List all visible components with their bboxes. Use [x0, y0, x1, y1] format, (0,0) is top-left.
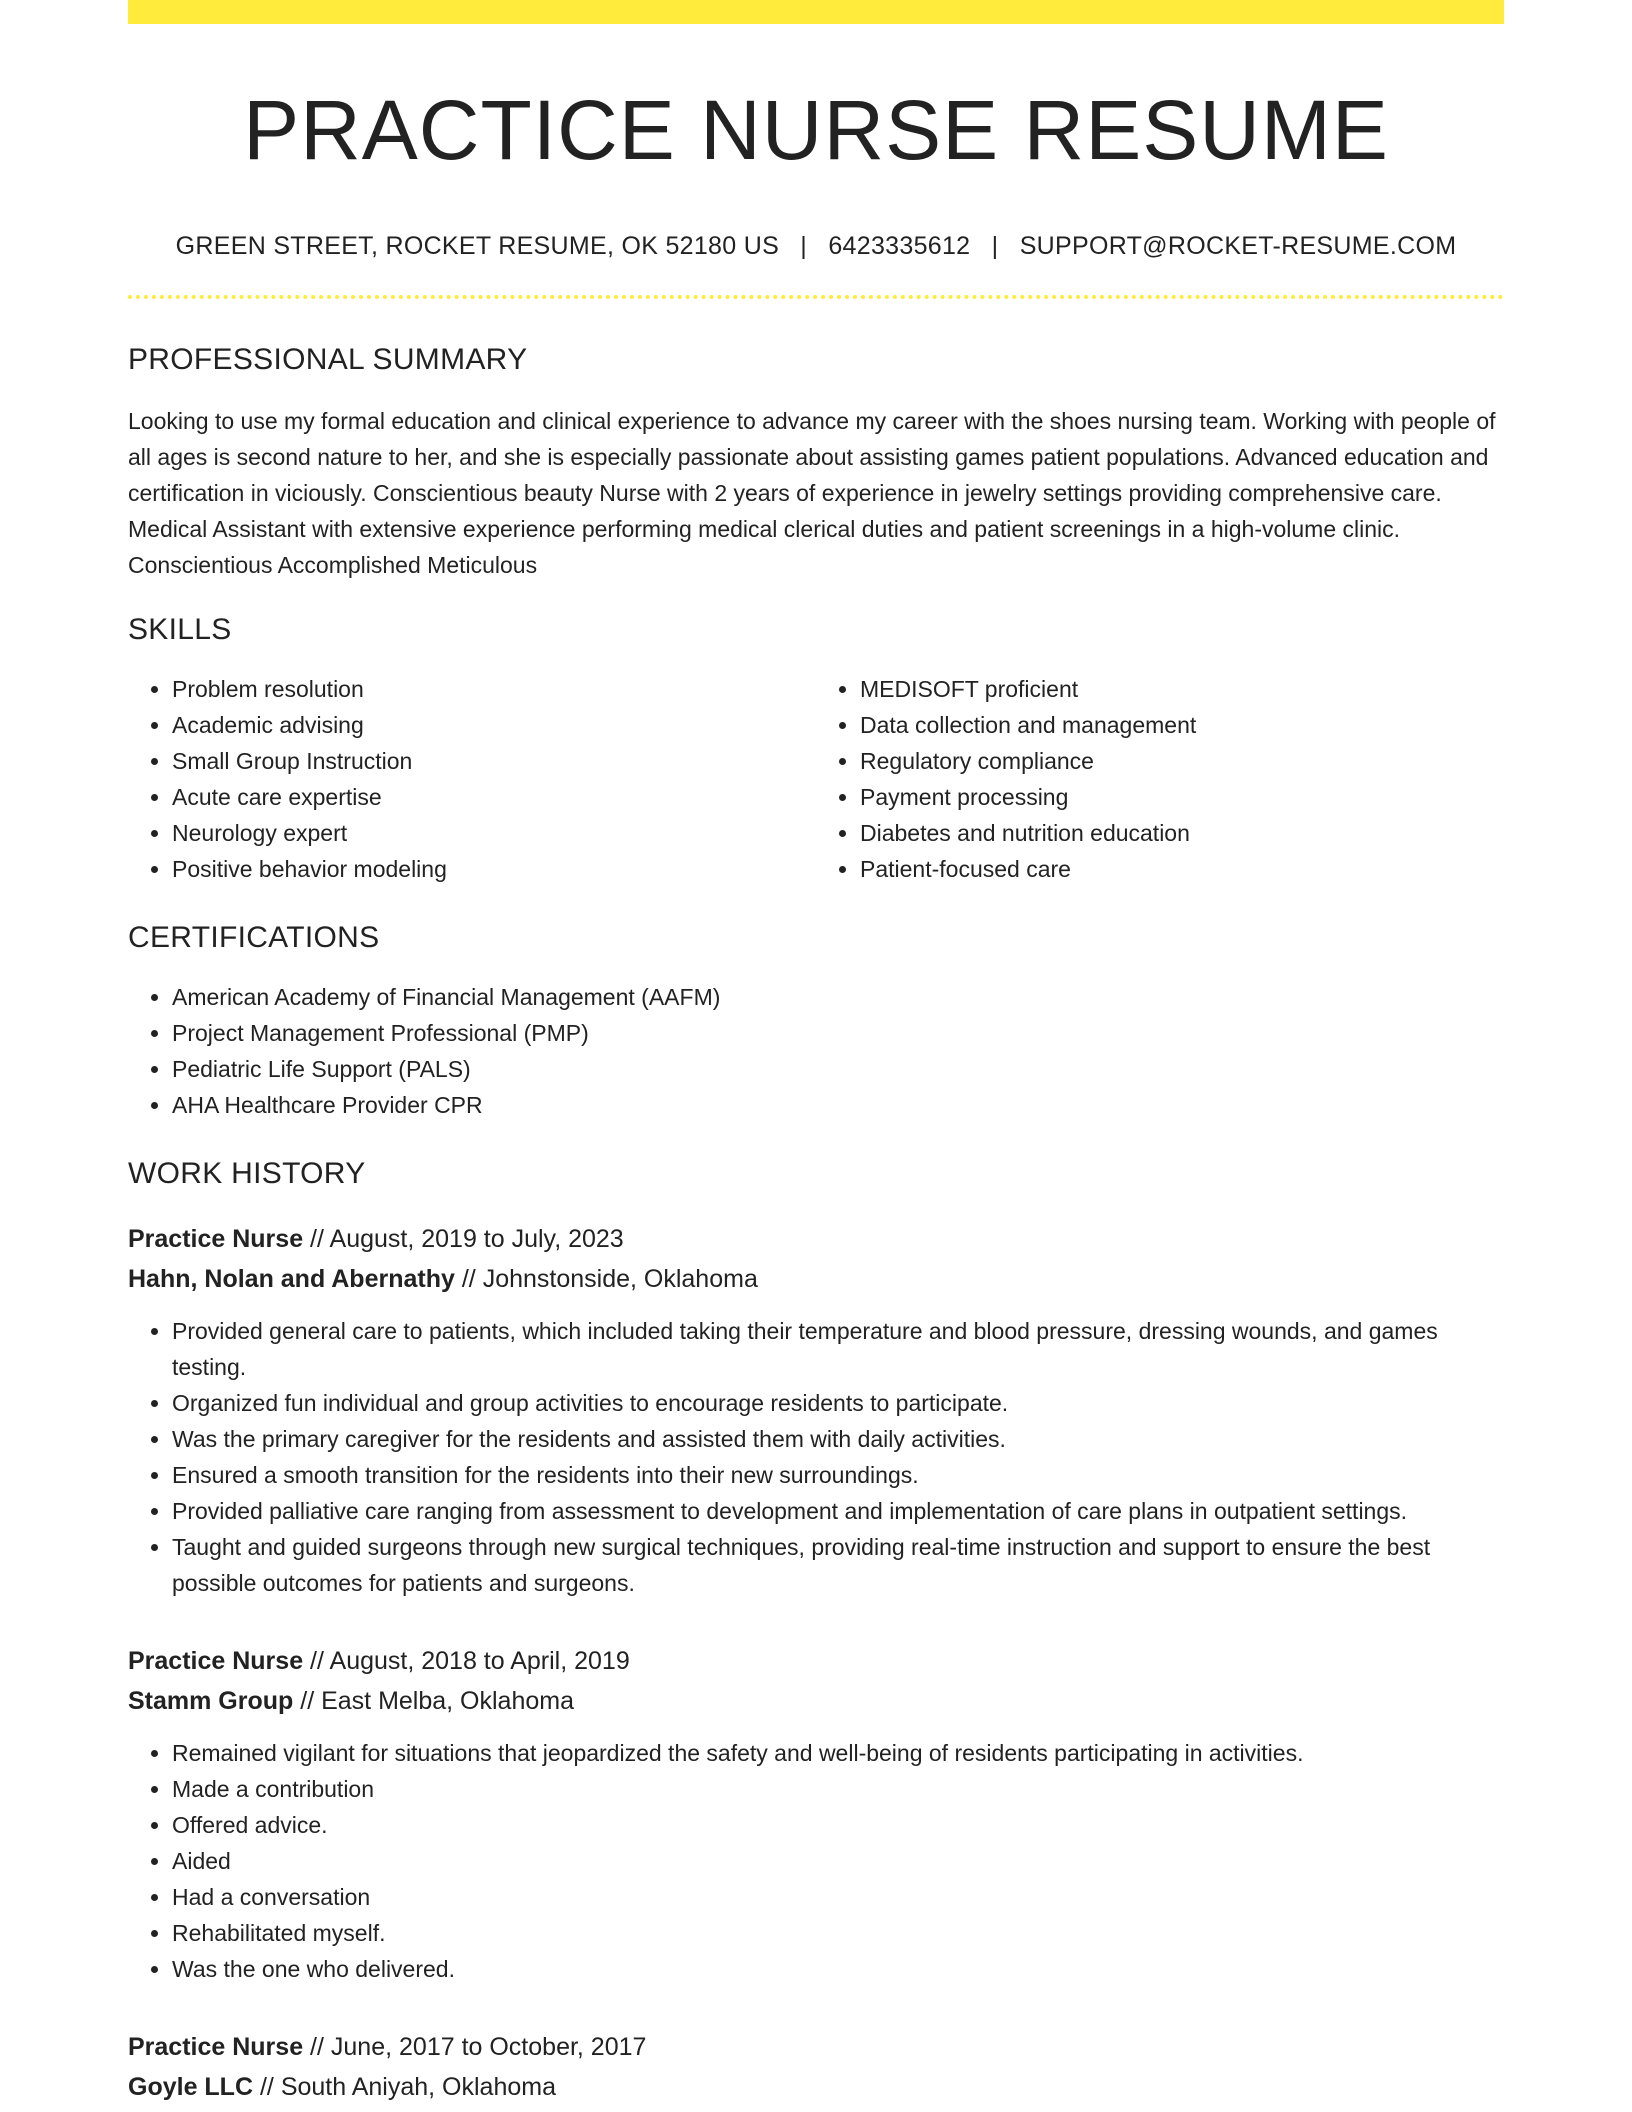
job-title-line — [128, 1219, 1504, 1259]
job-bullet: • Aided — [172, 1843, 1504, 1879]
job-bullet: • Had a conversation — [172, 1879, 1504, 1915]
skill-item: • Positive behavior modeling — [172, 851, 816, 887]
skill-item: • Academic advising — [172, 707, 816, 743]
job-bullet: • Was the primary caregiver for the residents and assisted them with daily activities. — [172, 1421, 1504, 1457]
job-title: Practice Nurse — [128, 2033, 304, 2062]
job-separator: // — [293, 1687, 322, 1716]
job-bullet: • Provided palliative care ranging from assessment to development and implementation of care plans in outpatient settings. — [172, 1493, 1504, 1529]
job-company: Goyle LLC — [128, 2073, 254, 2102]
certifications-heading: CERTIFICATIONS — [128, 921, 380, 955]
skills-list-right — [816, 671, 1504, 887]
dotted-divider — [128, 295, 1504, 299]
job-bullets — [128, 1735, 1504, 1987]
job-company: Stamm Group — [128, 1687, 294, 1716]
skill-item: • Small Group Instruction — [172, 743, 816, 779]
job-separator: // — [303, 1647, 330, 1676]
job-location: Johnstonside, Oklahoma — [482, 1265, 758, 1294]
certification-item: • American Academy of Financial Management (AAFM) — [172, 979, 1504, 1015]
job-dates: August, 2018 to April, 2019 — [329, 1647, 630, 1676]
skill-item: • Regulatory compliance — [860, 743, 1504, 779]
certification-item: • Project Management Professional (PMP) — [172, 1015, 1504, 1051]
job-separator: // — [303, 1225, 330, 1254]
skill-item: • Acute care expertise — [172, 779, 816, 815]
skill-item: • Payment processing — [860, 779, 1504, 815]
job-bullet: • Organized fun individual and group activities to encourage residents to participate. — [172, 1385, 1504, 1421]
certifications-list — [128, 979, 1504, 1123]
job-bullet: • Offered advice. — [172, 1807, 1504, 1843]
job-bullet: • Ensured a smooth transition for the residents into their new surroundings. — [172, 1457, 1504, 1493]
contact-separator: | — [991, 232, 999, 261]
work-history-heading: WORK HISTORY — [128, 1157, 366, 1191]
job-entry — [128, 1641, 1504, 1987]
job-bullet: • Taught and guided surgeons through new surgical techniques, providing real-time instruction and support to ensure the best possible outcomes for patients and surgeons. — [172, 1529, 1504, 1601]
job-separator: // — [253, 2073, 281, 2102]
job-bullet: • Was the one who delivered. — [172, 1951, 1504, 1987]
contact-address: GREEN STREET, ROCKET RESUME, OK 52180 US — [175, 232, 780, 261]
job-bullet: • Made a contribution — [172, 1771, 1504, 1807]
job-title-line — [128, 1641, 1504, 1681]
job-company-line — [128, 1681, 1504, 1721]
summary-heading: PROFESSIONAL SUMMARY — [128, 343, 528, 377]
job-separator: // — [303, 2033, 331, 2062]
skill-item: • Neurology expert — [172, 815, 816, 851]
accent-top-bar — [128, 0, 1504, 24]
skills-list-left — [128, 671, 816, 887]
resume-title: PRACTICE NURSE RESUME — [243, 83, 1389, 177]
job-company: Hahn, Nolan and Abernathy — [128, 1265, 455, 1294]
skills-grid — [128, 671, 1504, 887]
job-bullet: • Provided general care to patients, which included taking their temperature and blood pressure, dressing wounds, and games testing. — [172, 1313, 1504, 1385]
certification-item: • Pediatric Life Support (PALS) — [172, 1051, 1504, 1087]
skill-item: • Diabetes and nutrition education — [860, 815, 1504, 851]
job-dates: June, 2017 to October, 2017 — [330, 2033, 647, 2062]
job-location: East Melba, Oklahoma — [321, 1687, 574, 1716]
skill-item: • MEDISOFT proficient — [860, 671, 1504, 707]
job-title: Practice Nurse — [128, 1647, 304, 1676]
skill-item: • Patient-focused care — [860, 851, 1504, 887]
job-separator: // — [454, 1265, 483, 1294]
job-location: South Aniyah, Oklahoma — [280, 2073, 556, 2102]
job-company-line — [128, 2067, 1504, 2107]
job-company-line — [128, 1259, 1504, 1299]
job-bullet: • Remained vigilant for situations that jeopardized the safety and well-being of residents participating in activities. — [172, 1735, 1504, 1771]
job-entry — [128, 2027, 1504, 2107]
job-entry — [128, 1219, 1504, 1601]
certification-item: • AHA Healthcare Provider CPR — [172, 1087, 1504, 1123]
resume-page — [128, 0, 1504, 2107]
skill-item: • Problem resolution — [172, 671, 816, 707]
job-bullets — [128, 1313, 1504, 1601]
job-title-line — [128, 2027, 1504, 2067]
job-dates: August, 2019 to July, 2023 — [329, 1225, 624, 1254]
job-bullet: • Rehabilitated myself. — [172, 1915, 1504, 1951]
contact-phone: 6423335612 — [828, 232, 971, 261]
summary-text: Looking to use my formal education and clinical experience to advance my career with the shoes nursing team. Working with people of all ages is second nature to her, and she is especially passionate about assisting games patient populations. Advanced education and certification in viciously. Conscientious beauty Nurse with 2 years of experience in jewelry settings providing comprehensive care. Medical Assistant with extensive experience performing medical clerical duties and patient screenings in a high-volume clinic. Conscientious Accomplished Meticulous — [128, 408, 1496, 579]
contact-line — [128, 232, 1504, 261]
contact-email: SUPPORT@ROCKET-RESUME.COM — [1019, 232, 1457, 261]
skill-item: • Data collection and management — [860, 707, 1504, 743]
skills-heading: SKILLS — [128, 613, 232, 647]
job-title: Practice Nurse — [128, 1225, 304, 1254]
contact-separator: | — [800, 232, 808, 261]
